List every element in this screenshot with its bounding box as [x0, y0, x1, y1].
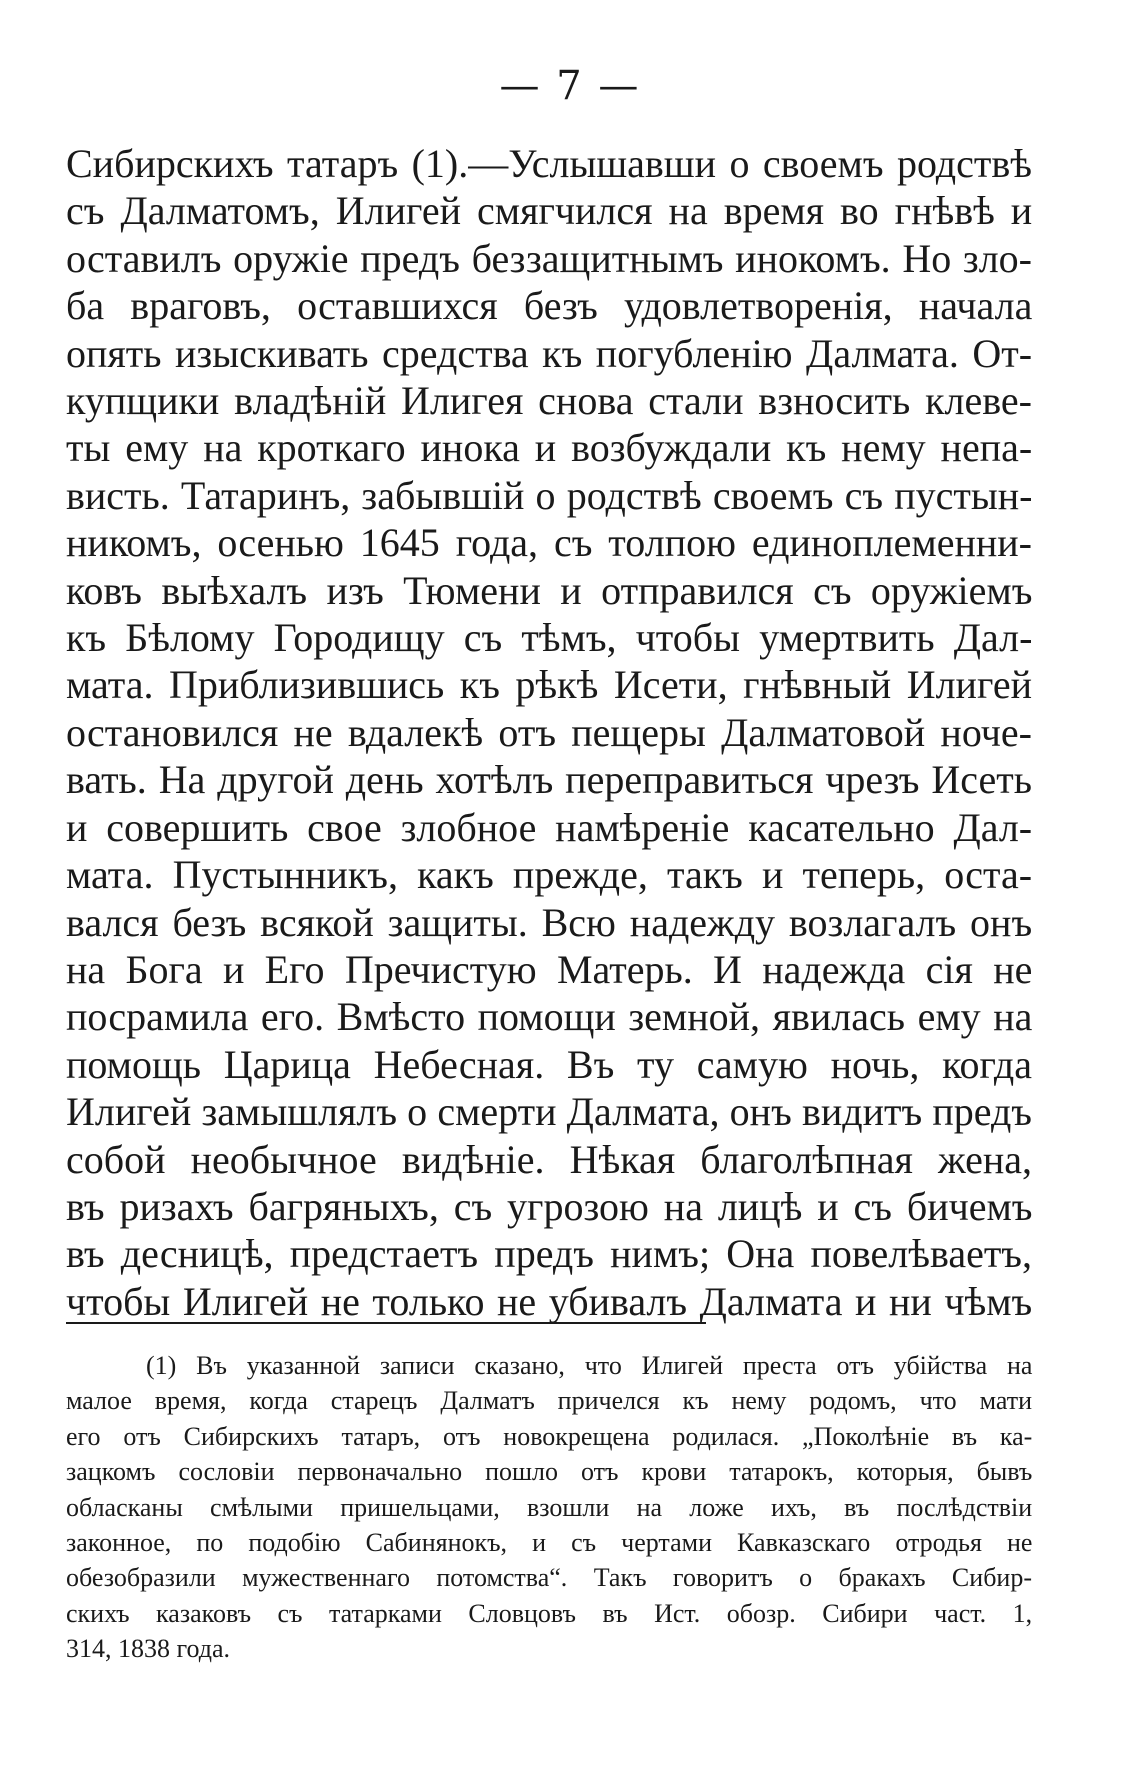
text-line: висть. Татаринъ, забывшій о родствѣ своемъ съ пустын-: [66, 472, 1033, 518]
text-line: никомъ, осенью 1645 года, съ толпою единоплеменни-: [66, 520, 1032, 566]
text-line: посрамила его. Вмѣсто помощи земной, явилась ему на: [66, 994, 1033, 1040]
footnote-line: обезобразили мужественнаго потомства“. Такъ говоритъ о бракахъ Сибир-: [66, 1563, 1032, 1593]
footnote-line: 314, 1838 года.: [66, 1634, 231, 1664]
text-line: мата. Пустынникъ, какъ прежде, такъ и теперь, оста-: [66, 852, 1033, 898]
main-text: [66, 140, 1032, 1325]
text-line: купщики владѣній Илигея снова стали взносить клеве-: [66, 378, 1032, 424]
text-line: мата. Приблизившись къ рѣкѣ Исети, гнѣвный Илигей: [66, 662, 1032, 708]
text-line: Сибирскихъ татаръ (1).—Услышавши о своемъ родствѣ: [66, 141, 1032, 186]
text-line: въ десницѣ, предстаетъ предъ нимъ; Она повелѣваетъ,: [66, 1231, 1032, 1277]
footnote-line: скихъ казаковъ съ татарками Словцовъ въ Ист. обозр. Сибири част. 1,: [66, 1598, 1033, 1628]
footnote-line: (1) Въ указанной записи сказано, что Илигей преста отъ убійства на: [146, 1351, 1033, 1380]
text-line: оставилъ оружіе предъ беззащитнымъ инокомъ. Но зло-: [66, 235, 1032, 281]
text-line: ковъ выѣхалъ изъ Тюмени и отправился съ оружіемъ: [66, 567, 1033, 613]
text-line: въ ризахъ багряныхъ, съ угрозою на лицѣ и съ бичемъ: [66, 1183, 1033, 1229]
footnote-line: законное, по подобію Сабинянокъ, и съ чертами Кавказскаго отродья не: [66, 1528, 1033, 1558]
text-line: опять изыскивать средства къ погубленію Далмата. От-: [66, 330, 1033, 376]
footnote-divider: [66, 1322, 706, 1324]
footnote: [66, 1348, 1032, 1667]
text-line: съ Далматомъ, Илигей смягчился на время во гнѣвѣ и: [66, 188, 1033, 234]
text-line: вался безъ всякой защиты. Всю надежду возлагалъ онъ: [66, 899, 1033, 945]
text-line: ты ему на кроткаго инока и возбуждали къ нему непа-: [66, 425, 1033, 471]
text-line: и совершить свое злобное намѣреніе касательно Дал-: [66, 804, 1033, 850]
text-line: Илигей замышлялъ о смерти Далмата, онъ видитъ предъ: [66, 1089, 1032, 1135]
text-line: вать. На другой день хотѣлъ переправиться чрезъ Исеть: [66, 757, 1032, 803]
text-line: на Бога и Его Пречистую Матерь. И надежда сія не: [66, 946, 1033, 992]
footnote-line: его отъ Сибирскихъ татаръ, отъ новокрещена родилася. „Поколѣніе въ ка-: [66, 1421, 1033, 1451]
page-number: — 7 —: [499, 63, 641, 109]
text-line: остановился не вдалекѣ отъ пещеры Далматовой ноче-: [66, 709, 1032, 755]
text-line: чтобы Илигей не только не убивалъ Далмата и ни чѣмъ: [66, 1278, 1033, 1324]
footnote-line: малое время, когда старецъ Далматъ причелся къ нему родомъ, что мати: [66, 1386, 1032, 1416]
text-line: помощь Царица Небесная. Въ ту самую ночь, когда: [66, 1041, 1032, 1087]
text-line: къ Бѣлому Городищу съ тѣмъ, чтобы умертвить Дал-: [66, 615, 1033, 661]
footnote-line: обласканы смѣлыми пришельцами, взошли на ложе ихъ, въ послѣдствіи: [66, 1492, 1033, 1522]
text-line: ба враговъ, оставшихся безъ удовлетворенія, начала: [66, 283, 1033, 329]
footnote-line: зацкомъ сословіи первоначально пошло отъ крови татарокъ, которыя, бывъ: [66, 1457, 1033, 1487]
text-line: собой необычное видѣніе. Нѣкая благолѣпная жена,: [66, 1136, 1032, 1182]
